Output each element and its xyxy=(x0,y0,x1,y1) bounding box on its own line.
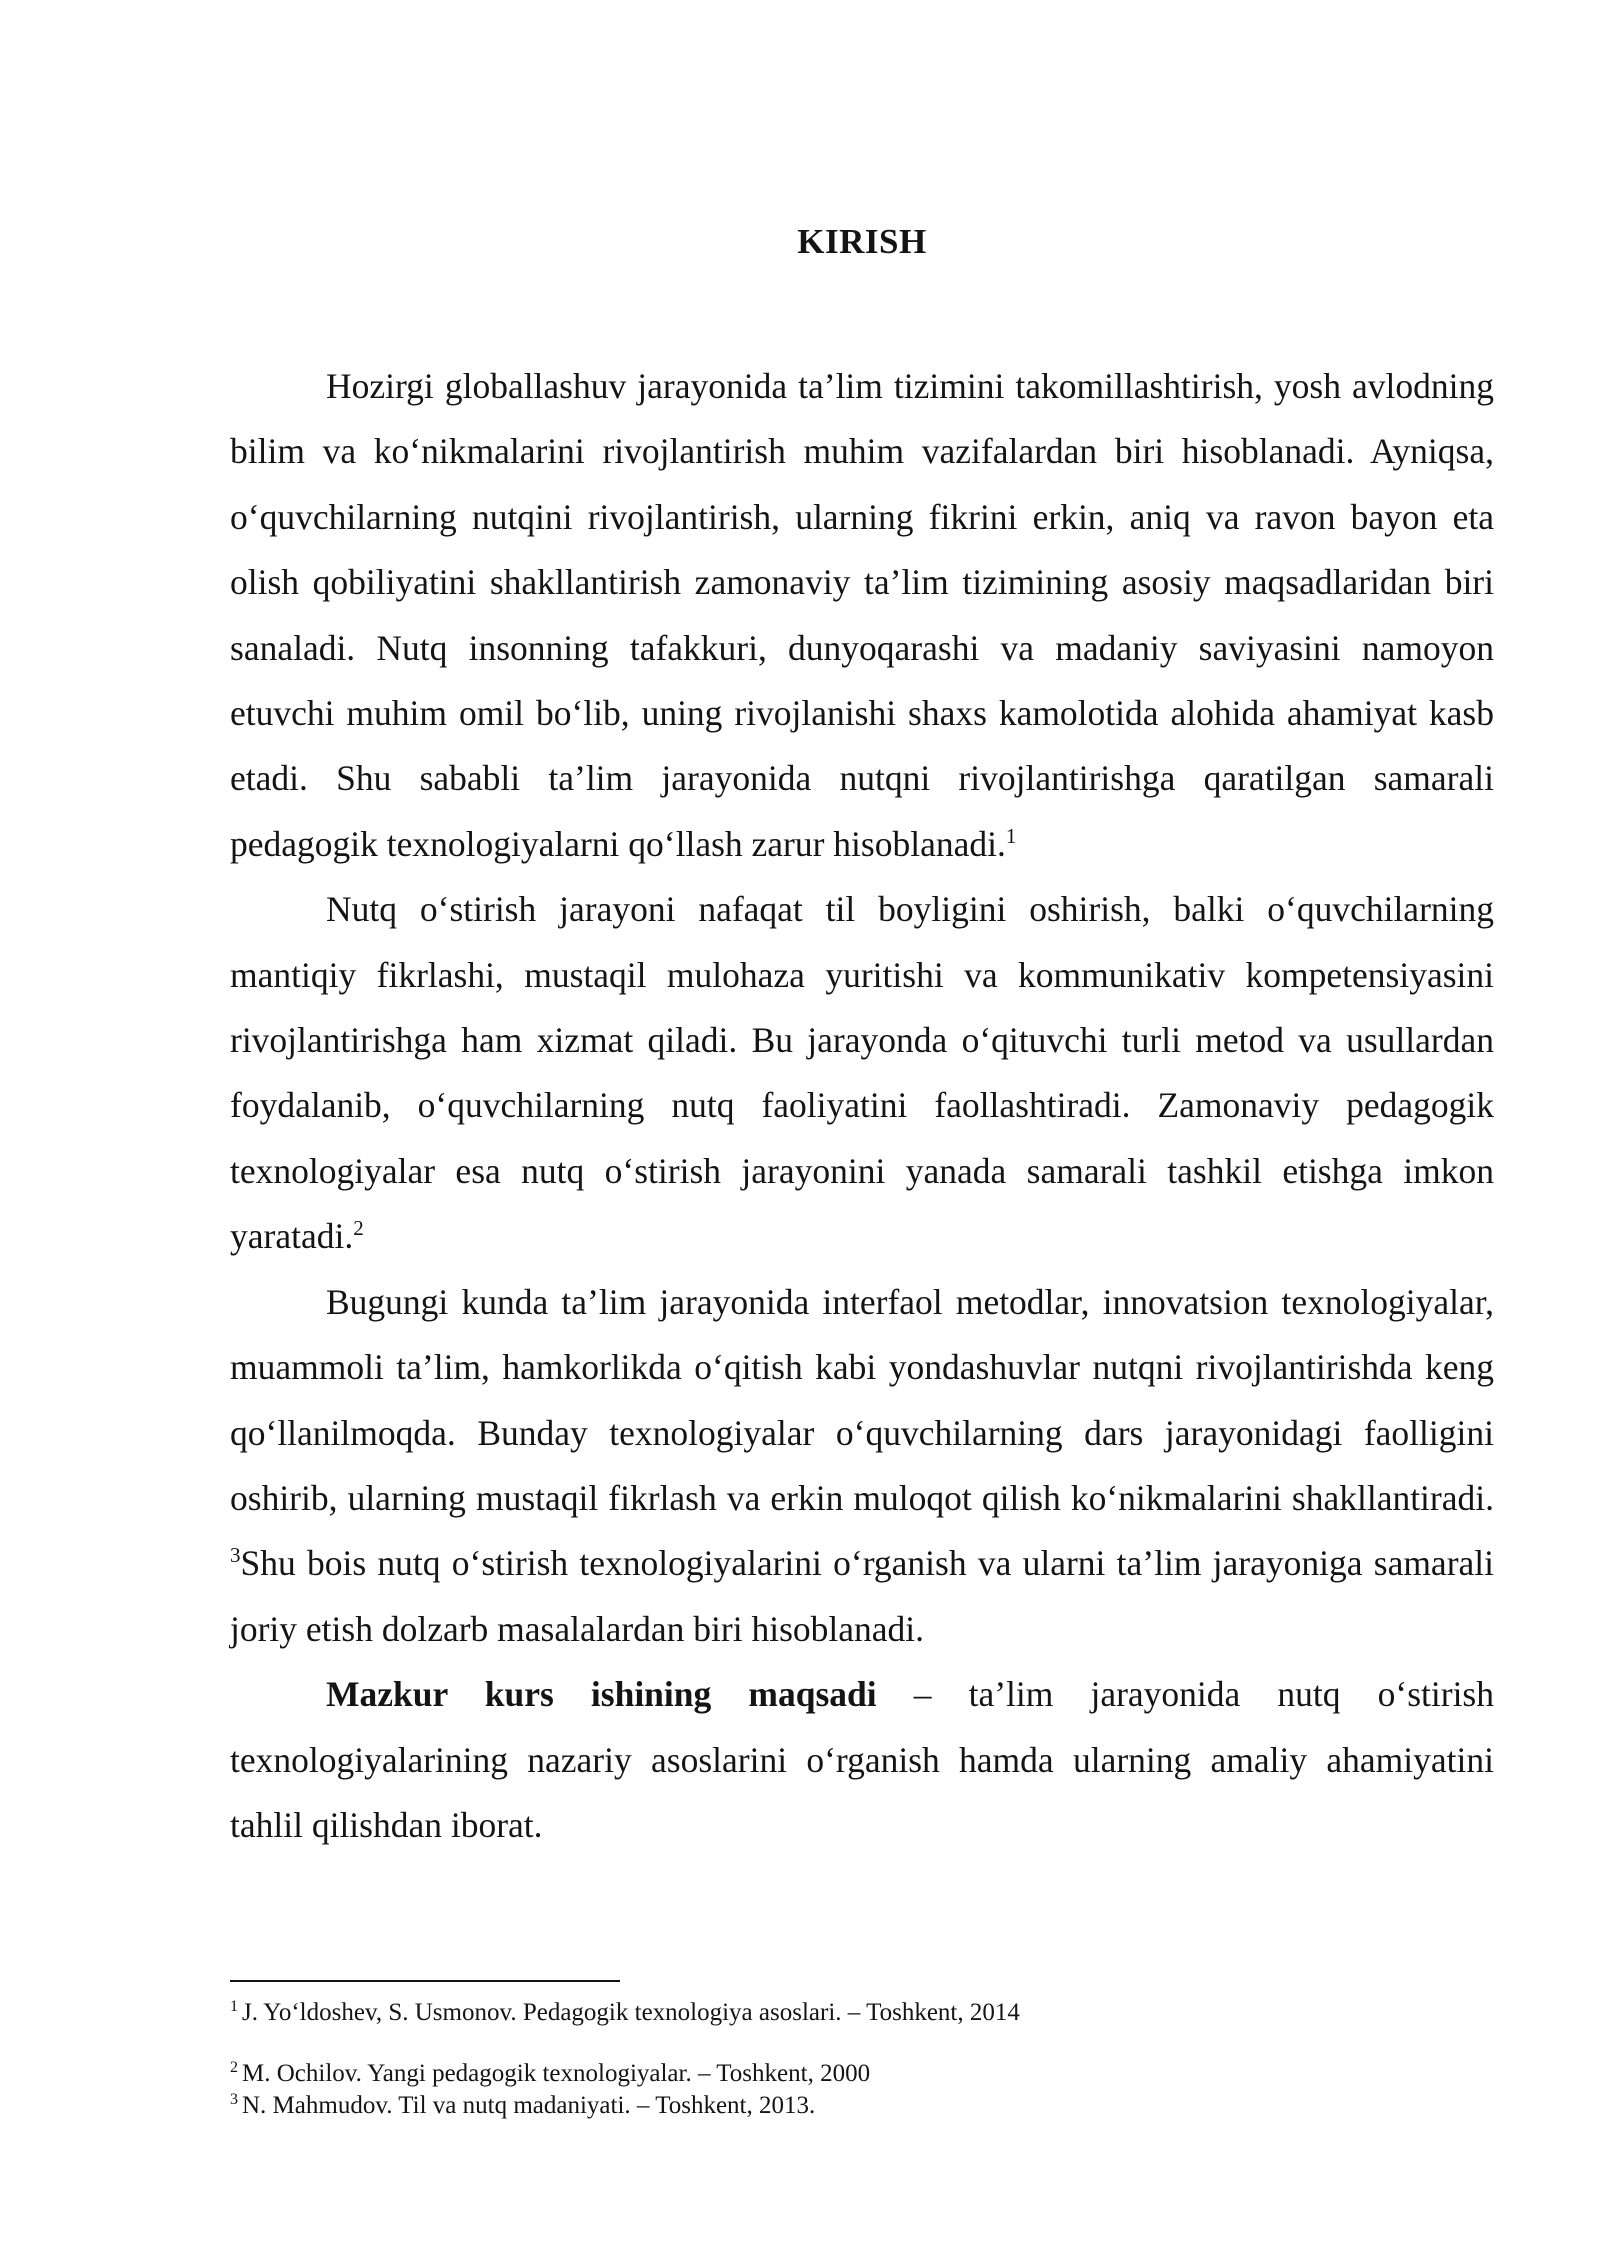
footnote-text: J. Yo‘ldoshev, S. Usmonov. Pedagogik texnologiya asoslari. – Toshkent, 2014 xyxy=(242,1999,1020,2026)
paragraph-text: Bugungi kunda ta’lim jarayonida interfaol metodlar, innovatsion texnologiyalar, muammoli ta’lim, hamkorlikda o‘qitish kabi yondashuvlar nutqni rivojlantirishda keng qo‘llanilmoqda. Bunday texnologiyalar o‘quvchilarning dars jarayonidagi faolligini oshirib, ularning mustaqil fikrlash va erkin muloqot qilish ko‘nikmalarini shakllantiradi. xyxy=(230,1281,1494,1518)
footnote-text: M. Ochilov. Yangi pedagogik texnologiyalar. – Toshkent, 2000 xyxy=(242,2060,871,2087)
paragraph-text: Hozirgi globallashuv jarayonida ta’lim tizimini takomillashtirish, yosh avlodning bilim va ko‘nikmalarini rivojlantirish muhim vazifalardan biri hisoblanadi. Ayniqsa, o‘quvchilarning nutqini rivojlantirish, ularning fikrini erkin, aniq va ravon bayon eta olish qobiliyatini shakllantirish zamonaviy ta’lim tizimining asosiy maqsadlaridan biri sanaladi. Nutq insonning tafakkuri, dunyoqarashi va madaniy saviyasini namoyon etuvchi muhim omil bo‘lib, uning rivojlanishi shaxs kamolotida alohida ahamiyat kasb etadi. Shu sababli ta’lim jarayonida nutqni rivojlantirishga qaratilgan samarali pedagogik texnologiyalarni qo‘llash zarur hisoblanadi. xyxy=(230,366,1494,864)
page-body xyxy=(230,212,1494,1858)
footnote-number: 2 xyxy=(230,2058,238,2076)
paragraph-text-continued: Shu bois nutq o‘stirish texnologiyalarini o‘rganish va ularni ta’lim jarayoniga samarali joriy etish dolzarb masalalardan biri hisoblanadi. xyxy=(230,1543,1494,1649)
footnote-3 xyxy=(230,2090,1494,2122)
footnote-number: 3 xyxy=(230,2090,238,2108)
paragraph-text: Nutq o‘stirish jarayoni nafaqat til boyligini oshirish, balki o‘quvchilarning mantiqiy fikrlashi, mustaqil mulohaza yuritishi va kommunikativ kompetensiyasini rivojlantirishga ham xizmat qiladi. Bu jarayonda o‘qituvchi turli metod va usullardan foydalanib, o‘quvchilarning nutq faoliyatini faollashtiradi. Zamonaviy pedagogik texnologiyalar esa nutq o‘stirish jarayonini yanada samarali tashkil etishga imkon yaratadi. xyxy=(230,889,1494,1257)
paragraph-4 xyxy=(230,1662,1494,1858)
footnote-ref-3: 3 xyxy=(230,1543,241,1568)
footnote-2 xyxy=(230,2058,1494,2090)
footnote-separator xyxy=(230,1980,620,1982)
footnote-text: N. Mahmudov. Til va nutq madaniyati. – Toshkent, 2013. xyxy=(242,2092,816,2119)
paragraph-1 xyxy=(230,354,1494,877)
footnote-ref-1: 1 xyxy=(1005,824,1017,849)
paragraph-text: – ta’lim jarayonida nutq o‘stirish texnologiyalarining nazariy asoslarini o‘rganish hamda ularning amaliy ahamiyatini tahlil qilishdan iborat. xyxy=(230,1674,1494,1845)
footnote-1 xyxy=(230,1997,1494,2029)
footnote-number: 1 xyxy=(230,1997,238,2015)
paragraph-2 xyxy=(230,877,1494,1269)
purpose-label: Mazkur kurs ishining maqsadi xyxy=(326,1674,877,1715)
footnote-ref-2: 2 xyxy=(353,1216,364,1241)
footnotes xyxy=(230,1997,1494,2122)
page-title: KIRISH xyxy=(797,222,927,261)
paragraph-3 xyxy=(230,1270,1494,1662)
